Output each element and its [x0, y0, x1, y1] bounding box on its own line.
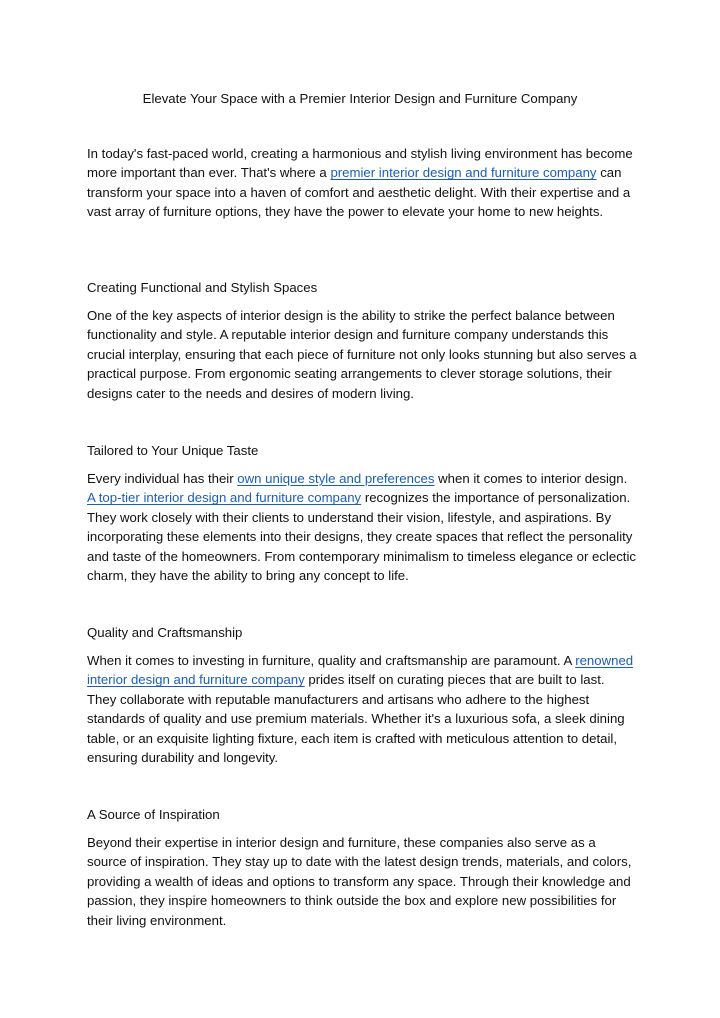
section3-text-2: prides itself on curating pieces that are built to last. They collaborate with reputable manufacturers and artisans who adhere to the highest standards of quality and use premium materials. Whether it's a luxurious sofa, a sleek dining table, or an exquisite lighting fixture, each item is crafted with meticulous attention to detail, ensuring durability and longevity.	[87, 672, 625, 766]
section2-text-2: when it comes to interior design.	[434, 471, 628, 486]
section2-paragraph	[87, 469, 637, 585]
section2-text-1: Every individual has their	[87, 471, 238, 486]
section3-heading: Quality and Craftsmanship	[87, 625, 243, 640]
section1-paragraph: One of the key aspects of interior design is the ability to strike the perfect balance between functionality and style. A reputable interior design and furniture company understands this crucial interplay, ensuring that each piece of furniture not only looks stunning but also serves a practical purpose. From ergonomic seating arrangements to clever storage solutions, their designs cater to the needs and desires of modern living.	[87, 308, 637, 401]
section4-paragraph: Beyond their expertise in interior design and furniture, these companies also serve as a source of inspiration. They stay up to date with the latest design trends, materials, and colors, providing a wealth of ideas and options to transform any space. Through their knowledge and passion, they inspire homeowners to think outside the box and explore new possibilities for their living environment.	[87, 835, 632, 928]
section2-text-3: recognizes the importance of personalization. They work closely with their clients to understand their vision, lifestyle, and aspirations. By incorporating these elements into their designs, they create spaces that reflect the personality and taste of the homeowners. From contemporary minimalism to timeless elegance or eclectic charm, they have the ability to bring any concept to life.	[87, 490, 636, 584]
section3-text-1: When it comes to investing in furniture, quality and craftsmanship are paramount. A	[87, 653, 576, 668]
section2-heading: Tailored to Your Unique Taste	[87, 443, 259, 458]
intro-link[interactable]: premier interior design and furniture company	[330, 165, 597, 181]
intro-paragraph	[87, 144, 637, 222]
section3-link[interactable]: renowned interior design and furniture company	[87, 653, 634, 688]
section2-link-1[interactable]: own unique style and preferences	[237, 471, 435, 486]
section4-heading: A Source of Inspiration	[87, 807, 220, 822]
document-title: Elevate Your Space with a Premier Interior Design and Furniture Company	[142, 91, 578, 106]
section1-heading: Creating Functional and Stylish Spaces	[87, 280, 318, 295]
section2-link-2[interactable]: A top-tier interior design and furniture company	[87, 490, 362, 506]
intro-text-after-link: can transform your space into a haven of comfort and aesthetic delight. With their expertise and a vast array of furniture options, they have the power to elevate your home to new heights.	[87, 165, 631, 220]
intro-text-before-link: In today's fast-paced world, creating a harmonious and stylish living environment has become more important than ever. That's where a	[87, 146, 633, 181]
section3-paragraph	[87, 651, 637, 767]
